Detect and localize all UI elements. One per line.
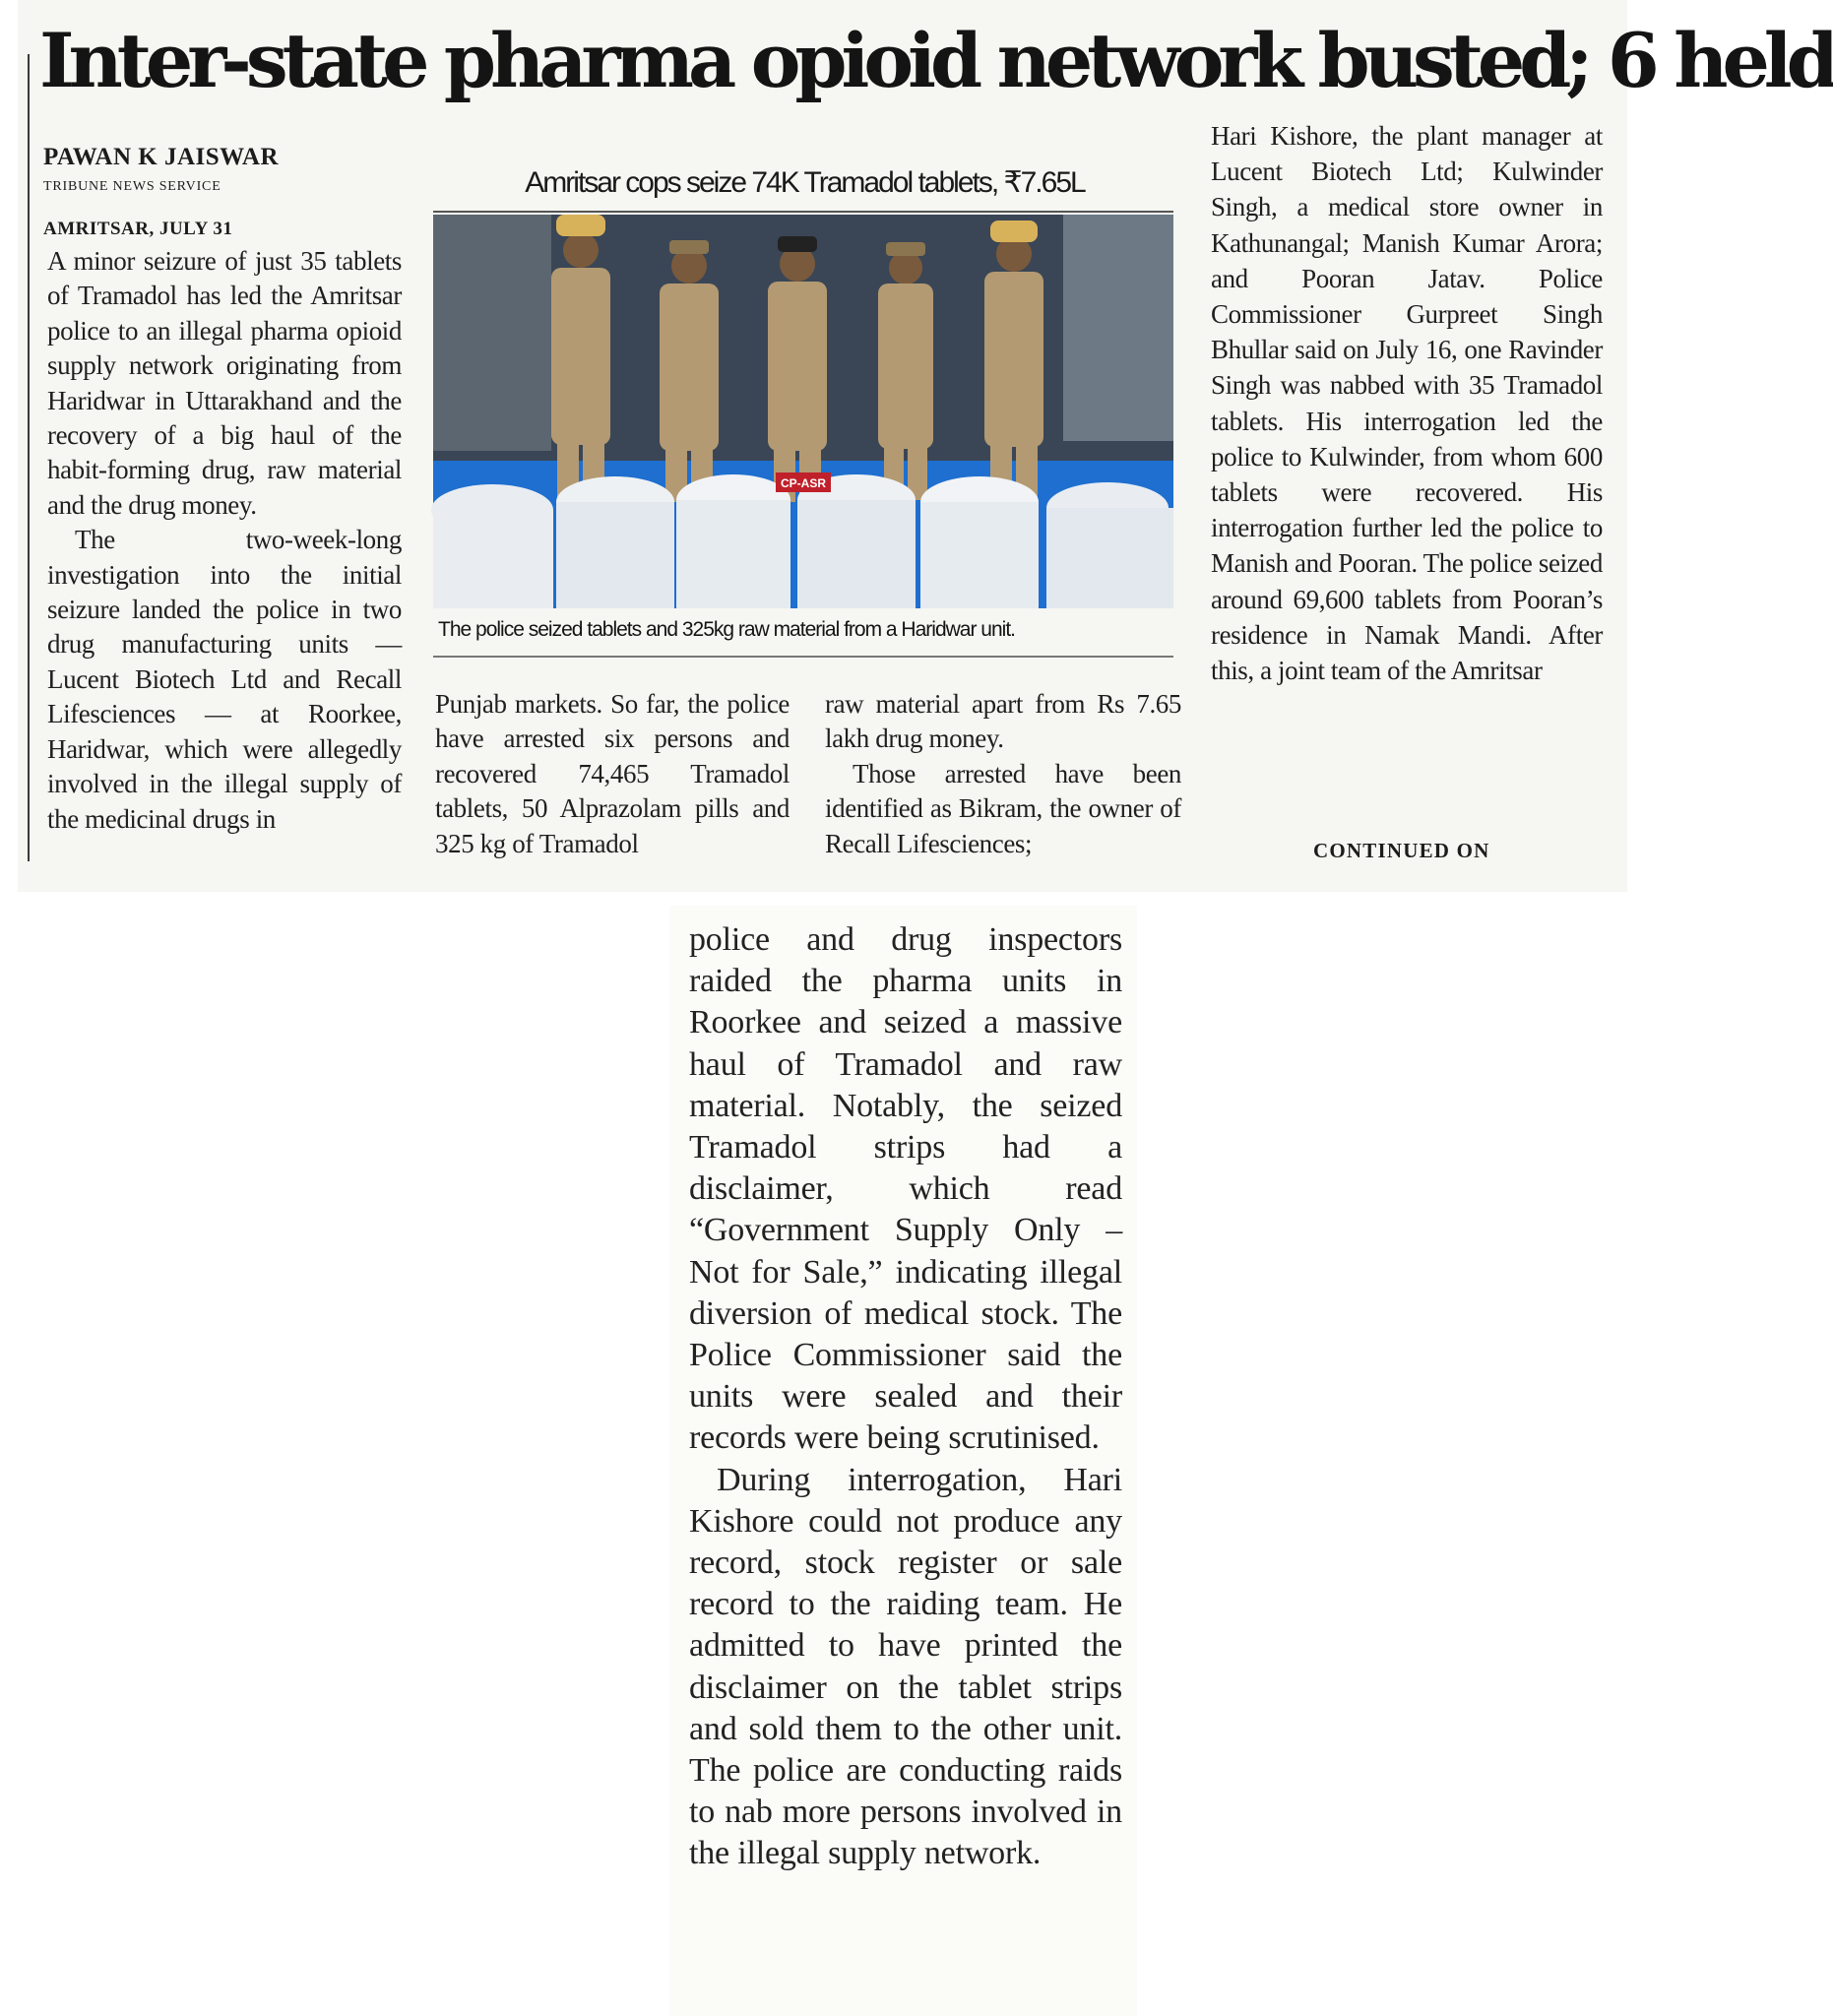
photo-caption: The police seized tablets and 325kg raw material from a Haridwar unit. bbox=[438, 618, 1015, 641]
paragraph-interrogation: During interrogation, Hari Kishore could not produce any record, stock register or sale record to the raiding team. He admitted to have printed the disclaimer on the tablet strips and sold them to the other unit. The police are conducting raids to nab more persons involved in the illegal supply network. bbox=[689, 1461, 1122, 1872]
paragraph-money: raw material apart from Rs 7.65 lakh drug money. bbox=[825, 689, 1181, 754]
column-4 bbox=[1211, 118, 1603, 688]
continued-column bbox=[689, 919, 1122, 1875]
column-2 bbox=[435, 687, 790, 861]
paragraph-arrested-names: Those arrested have been identified as Bikram, the owner of Recall Lifesciences; bbox=[825, 758, 1181, 858]
continued-label: CONTINUED ON bbox=[1313, 839, 1490, 862]
paragraph-arrests: Punjab markets. So far, the police have arrested six persons and recovered 74,465 Tramadol tablets, 50 Alprazolam pills and 325 kg of Tramadol bbox=[435, 689, 790, 858]
column-1 bbox=[47, 244, 402, 837]
background-shelf bbox=[433, 215, 551, 451]
news-service: TRIBUNE NEWS SERVICE bbox=[43, 179, 221, 194]
paragraph-investigation: The two-week-long investigation into the initial seizure landed the police in two drug manufacturing units — Lucent Biotech Ltd and Recall Lifesciences — at Roorkee, Haridwar, which were allegedly involved in the illegal supply of the medicinal drugs in bbox=[47, 525, 402, 834]
paragraph-accused: Hari Kishore, the plant manager at Lucent Biotech Ltd; Kulwinder Singh, a medical store owner in Kathunangal; Manish Kumar Arora; and Pooran Jatav. Police Commissioner Gurpreet Singh Bhullar said on July 16, one Ravinder Singh was nabbed with 35 Tramadol tablets. His interrogation led the police to Kulwinder, from whom 600 tablets were recovered. His interrogation further led the police to Manish and Pooran. The police seized around 69,600 tablets from Pooran’s residence in Namak Mandi. After this, a joint team of the Amritsar bbox=[1211, 121, 1603, 686]
byline: PAWAN K JAISWAR bbox=[43, 144, 280, 170]
photo-illustration bbox=[433, 215, 1173, 608]
police-photo bbox=[433, 215, 1173, 608]
sign-label: CP-ASR bbox=[780, 476, 827, 490]
paragraph-raid: police and drug inspectors raided the pharma units in Roorkee and seized a massive haul of Tramadol and raw material. Notably, the seized Tramadol strips had a disclaimer, which read “Government Supply Only – Not for Sale,” indicating illegal diversion of medical stock. The Police Commissioner said the units were sealed and their records were being scrutinised. bbox=[689, 921, 1122, 1457]
headline: Inter-state pharma opioid network busted; 6 held bbox=[39, 17, 1833, 104]
photo-rule-top bbox=[433, 211, 1173, 213]
photo-rule-bottom bbox=[433, 656, 1173, 658]
column-3 bbox=[825, 687, 1181, 861]
background-door bbox=[1063, 215, 1173, 441]
dateline: AMRITSAR, JULY 31 bbox=[43, 219, 233, 239]
paragraph-lead: A minor seizure of just 35 tablets of Tramadol has led the Amritsar police to an illegal pharma opioid supply network originating from Haridwar in Uttarakhand and the recovery of a big haul of the habit-forming drug, raw material and the drug money. bbox=[47, 246, 402, 520]
photo-heading: Amritsar cops seize 74K Tramadol tablets, ₹7.65L bbox=[525, 166, 1085, 199]
